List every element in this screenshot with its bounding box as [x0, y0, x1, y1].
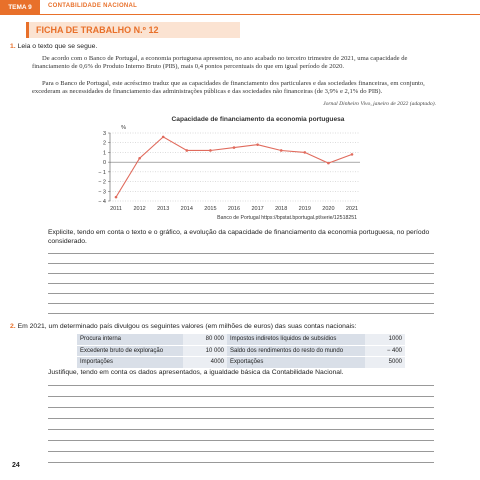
- answer-line[interactable]: [48, 293, 434, 294]
- question-2-task: Justifique, tendo em conta os dados apresentados, a igualdade básica da Contabilidade Nacional.: [48, 369, 344, 376]
- data-point: [351, 153, 354, 156]
- table-cell-label: Procura interna: [77, 334, 183, 345]
- answer-line[interactable]: [48, 385, 434, 386]
- data-points: [115, 136, 354, 199]
- y-tick-labels: [98, 131, 106, 205]
- chart-source: Banco de Portugal https://bpstat.bportugal.pt/serie/12518251: [217, 215, 357, 221]
- data-point: [115, 196, 118, 199]
- y-tick-label: 0: [102, 160, 106, 167]
- data-point: [233, 146, 236, 149]
- theme-badge: TEMA 9: [0, 0, 40, 15]
- table-cell-value: 4000: [183, 357, 227, 369]
- question-1-text: Leia o texto que se segue.: [17, 43, 98, 50]
- data-point: [280, 149, 283, 152]
- answer-line[interactable]: [48, 462, 434, 463]
- text-source: Jornal Dinheiro Vivo, janeiro de 2022 (adaptado).: [323, 101, 436, 107]
- data-point: [162, 136, 165, 139]
- y-tick-label: − 3: [98, 189, 106, 196]
- x-tick-label: 2011: [110, 206, 122, 212]
- data-point: [327, 162, 330, 165]
- data-point: [304, 151, 307, 154]
- table-cell-label: Importações: [77, 357, 183, 369]
- series-line: [116, 137, 352, 197]
- answer-line[interactable]: [48, 283, 434, 284]
- text-paragraph-2: Para o Banco de Portugal, este acréscimo traduz que as capacidades de financiamento dos particulares e das sociedades financeiras, em conjunto, excederam as necessidades de financiamento das administrações públicas e das sociedades não financeiras (de 3,9% e 2,1% do PIB).: [32, 80, 425, 96]
- y-tick-label: 3: [102, 131, 106, 137]
- question-2-number: 2.: [10, 323, 16, 330]
- answer-line[interactable]: [48, 440, 434, 441]
- data-point: [186, 149, 189, 152]
- table-row: [77, 357, 405, 369]
- question-1-task: Explicite, tendo em conta o texto e o gráfico, a evolução da capacidade de financiamento da economia portuguesa, no período considerado.: [48, 229, 430, 245]
- answer-line[interactable]: [48, 396, 434, 397]
- y-tick-label: − 1: [98, 169, 106, 176]
- y-tick-label: 2: [102, 140, 106, 147]
- y-tick-label: 1: [102, 150, 106, 157]
- chart-axes: [108, 133, 110, 201]
- answer-line[interactable]: [48, 253, 434, 254]
- answer-line[interactable]: [48, 303, 434, 304]
- question-1-number: 1.: [10, 43, 16, 50]
- x-tick-label: 2013: [157, 206, 170, 212]
- table-cell-label: Impostos indiretos líquidos de subsídios: [227, 334, 365, 345]
- answer-line[interactable]: [48, 429, 434, 430]
- data-point: [256, 143, 259, 146]
- table-cell-label: Saldo dos rendimentos do resto do mundo: [227, 345, 365, 357]
- x-tick-label: 2020: [322, 206, 335, 212]
- y-tick-label: − 4: [98, 199, 106, 205]
- answer-line[interactable]: [48, 313, 434, 314]
- chart-gridlines: [110, 133, 360, 201]
- y-axis-unit: %: [121, 125, 126, 131]
- data-point: [209, 149, 212, 152]
- table-cell-value: − 400: [365, 345, 405, 357]
- answer-line[interactable]: [48, 407, 434, 408]
- table-row: [77, 334, 405, 345]
- answer-line[interactable]: [48, 273, 434, 274]
- answer-line[interactable]: [48, 451, 434, 452]
- x-tick-label: 2019: [298, 206, 311, 212]
- x-tick-labels: [110, 206, 358, 212]
- table-cell-value: 1000: [365, 334, 405, 345]
- table-cell-value: 5000: [365, 357, 405, 369]
- question-2-prompt: [10, 323, 356, 330]
- y-tick-label: − 2: [98, 179, 106, 186]
- national-accounts-table: [77, 334, 405, 369]
- table-cell-value: 80 000: [183, 334, 227, 345]
- x-tick-label: 2016: [227, 206, 241, 212]
- table-cell-label: Excedente bruto de exploração: [77, 345, 183, 357]
- page-number: 24: [12, 462, 20, 469]
- x-tick-label: 2014: [180, 206, 193, 212]
- section-title: CONTABILIDADE NACIONAL: [48, 3, 138, 9]
- answer-line[interactable]: [48, 418, 434, 419]
- table-row: [77, 345, 405, 357]
- x-tick-label: 2012: [133, 206, 146, 212]
- answer-line[interactable]: [48, 263, 434, 264]
- question-2-text: Em 2021, um determinado país divulgou os seguintes valores (em milhões de euros) das suas contas nacionais:: [17, 323, 357, 330]
- table-cell-label: Exportações: [227, 357, 365, 369]
- text-paragraph-1: De acordo com o Banco de Portugal, a economia portuguesa apresentou, no ano acabado no terceiro trimestre de 2021, uma capacidade de financiamento de 0,6% do Produto Interno Bruto (PIB), mais 0,4 pontos percentuais do que em igual período de 2020.: [32, 55, 408, 71]
- ficha-title: FICHA DE TRABALHO N.º 12: [36, 25, 159, 35]
- x-tick-label: 2021: [345, 206, 359, 212]
- data-point: [138, 157, 141, 160]
- x-tick-label: 2017: [251, 206, 264, 212]
- chart-title: Capacidade de financiamento da economia portuguesa: [171, 116, 345, 123]
- table-cell-value: 10 000: [183, 345, 227, 357]
- x-tick-label: 2018: [275, 206, 288, 212]
- x-tick-label: 2015: [204, 206, 217, 212]
